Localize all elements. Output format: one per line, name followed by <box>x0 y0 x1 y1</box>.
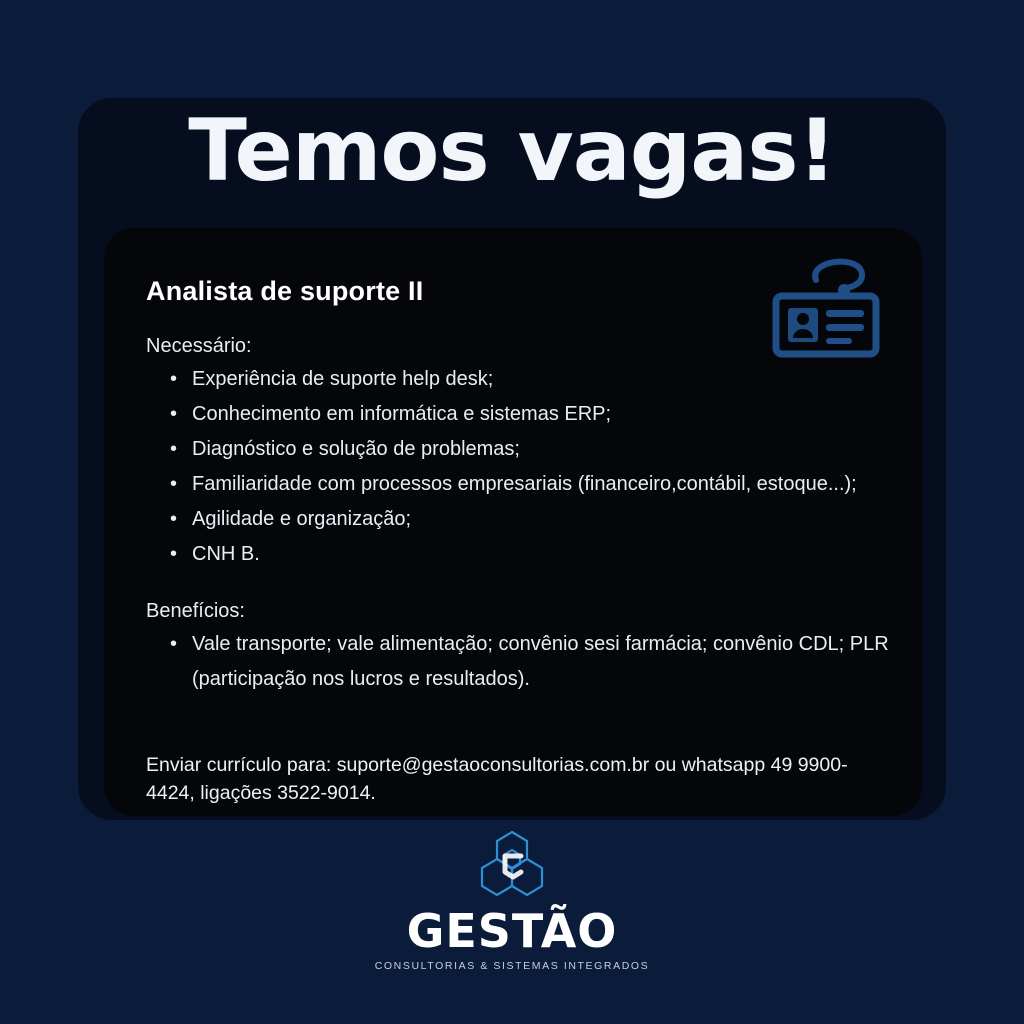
requirements-list <box>126 362 892 572</box>
job-title: Analista de suporte II <box>146 276 424 306</box>
list-item: • Familiaridade com processos empresariais (financeiro,contábil, estoque...); <box>188 467 892 502</box>
benefits-list <box>126 627 892 697</box>
contact-info: Enviar currículo para: suporte@gestaoconsultorias.com.br ou whatsapp 49 9900-4424, ligações 3522-9014. <box>146 754 848 805</box>
requirements-label: Necessário: <box>146 335 252 357</box>
id-badge-icon <box>764 250 884 360</box>
list-item: • Vale transporte; vale alimentação; convênio sesi farmácia; convênio CDL; PLR (participação nos lucros e resultados). <box>188 627 892 697</box>
logo-tagline: CONSULTORIAS & SISTEMAS INTEGRADOS <box>374 960 650 972</box>
job-details-card <box>104 228 922 816</box>
company-logo <box>0 826 1024 972</box>
logo-wordmark: GESTÃO <box>406 904 618 958</box>
page-title: Temos vagas! <box>188 101 836 201</box>
list-item: • Diagnóstico e solução de problemas; <box>188 432 892 467</box>
gestao-hexagon-logo-icon <box>464 826 560 906</box>
list-item: • Agilidade e organização; <box>188 502 892 537</box>
benefits-label: Benefícios: <box>146 600 245 622</box>
list-item: • Experiência de suporte help desk; <box>188 362 892 397</box>
list-item: • CNH B. <box>188 537 892 572</box>
list-item: • Conhecimento em informática e sistemas ERP; <box>188 397 892 432</box>
